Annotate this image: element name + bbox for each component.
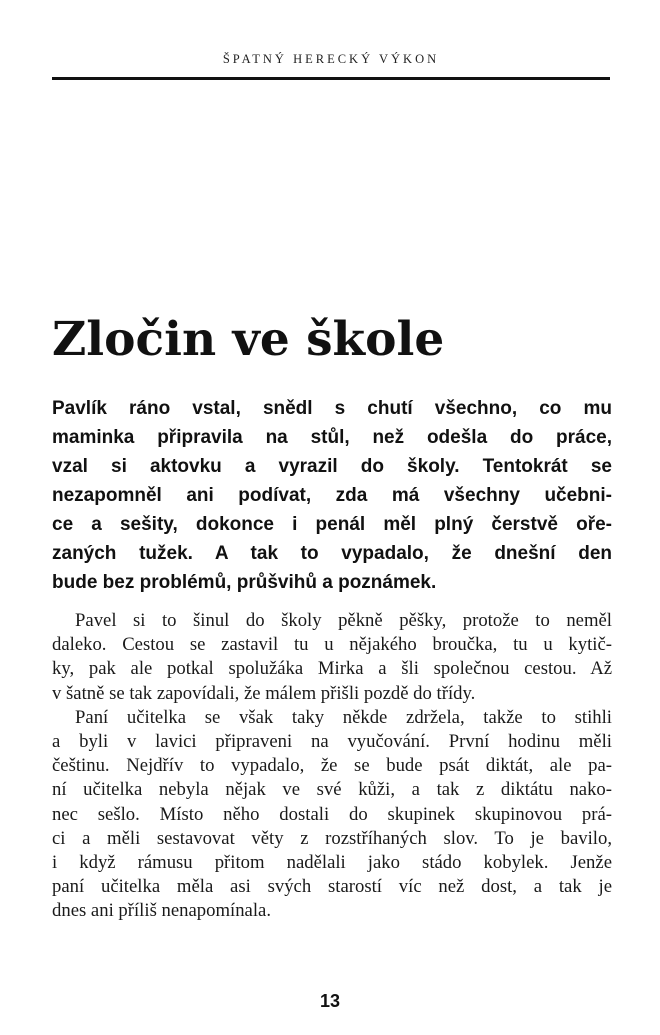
body-line: dnes ani příliš nenapomínala.	[52, 900, 272, 922]
running-head: ŠPATNÝ HERECKÝ VÝKON	[222, 52, 440, 66]
lead-line: bude bez problémů, průšvihů a poznámek.	[52, 572, 437, 593]
lead-line: zaných tužek. A tak to vypadalo, že dnešní den	[52, 543, 612, 564]
body-line: paní učitelka měla asi svých starostí víc než dost, a tak je	[52, 876, 612, 898]
chapter-title: Zločin ve škole	[52, 312, 445, 367]
body-line: ní učitelka nebyla nějak ve své kůži, a tak z diktátu nako-	[52, 779, 612, 801]
page-number: 13	[319, 991, 341, 1011]
body-line: nec sešlo. Místo něho dostali do skupinek skupinovou prá-	[52, 803, 612, 825]
lead-line: vzal si aktovku a vyrazil do školy. Tentokrát se	[52, 456, 612, 477]
lead-line: Pavlík ráno vstal, snědl s chutí všechno, co mu	[52, 398, 612, 419]
lead-line: ce a sešity, dokonce i penál měl plný čerstvě oře-	[52, 514, 612, 535]
lead-line: nezapomněl ani podívat, zda má všechny učebni-	[52, 485, 612, 506]
body-line: Paní učitelka se však taky někde zdržela, takže to stihli	[75, 706, 612, 728]
body-line: ci a měli sestavovat věty z rozstříhaných slov. To je bavilo,	[52, 827, 612, 849]
body-line: Pavel si to šinul do školy pěkně pěšky, protože to neměl	[75, 610, 612, 631]
header-rule	[52, 77, 610, 80]
body-line: a byli v lavici připraveni na vyučování. První hodinu měli	[52, 730, 612, 752]
lead-line: maminka připravila na stůl, než odešla do práce,	[52, 427, 612, 448]
lead-paragraph	[52, 394, 612, 597]
body-text	[52, 609, 612, 923]
body-line: i když rámusu přitom nadělali jako stádo kobylek. Jenže	[52, 851, 612, 873]
body-line: v šatně se tak zapovídali, že málem přišli pozdě do třídy.	[52, 682, 476, 704]
body-line: daleko. Cestou se zastavil tu u nějakého broučka, tu u kytič-	[52, 634, 612, 656]
body-line: češtinu. Nejdřív to vypadalo, že se bude psát diktát, ale pa-	[52, 755, 612, 777]
body-line: ky, pak ale potkal spolužáka Mirka a šli společnou cestou. Až	[52, 658, 612, 680]
